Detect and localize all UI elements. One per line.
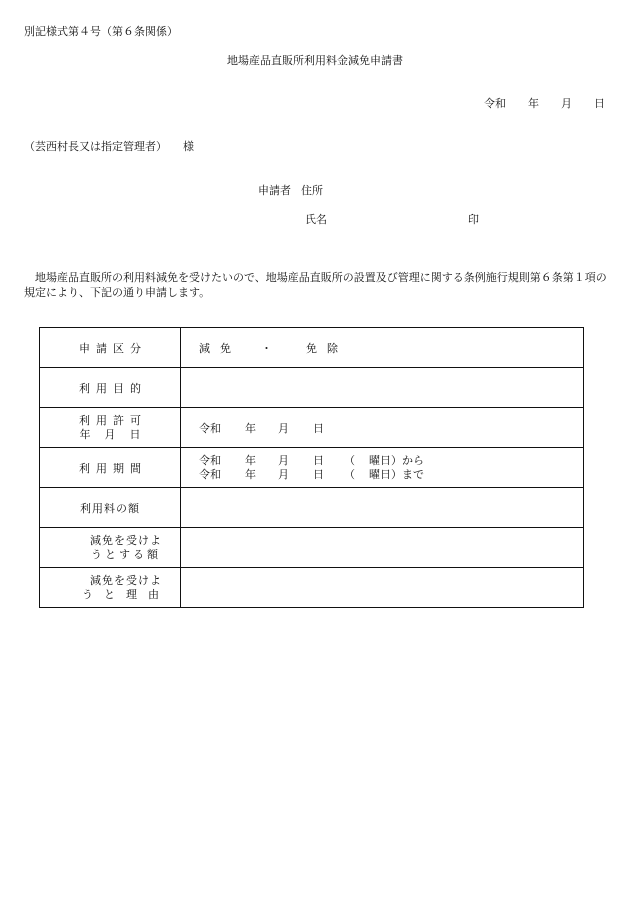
table-row-period [40,448,584,488]
permit-day: 日 [313,421,324,435]
date-day: 日 [594,97,605,110]
date-line [484,97,605,111]
table-row-reduction-amount [40,528,584,568]
fee-amount-label: 利用料の額 [40,488,181,528]
date-month: 月 [561,97,572,110]
period-value[interactable] [181,448,584,488]
table-row-fee-amount [40,488,584,528]
applicant-label: 申請者 [258,184,291,197]
addressee [24,140,194,154]
seal-mark: 印 [468,213,479,226]
applicant-name-label: 氏名 [305,213,327,226]
reduction-amount-label-line2: うとする額 [91,547,161,561]
addressee-name: （芸西村長又は指定管理者） [24,140,167,153]
body-text: 地場産品直販所の利用料減免を受けたいので、地場産品直販所の設置及び管理に関する条例施行規則第６条第１項の規定により、下記の通り申請します。 [24,271,607,299]
purpose-value[interactable] [181,368,584,408]
address-label: 住所 [301,184,323,197]
permit-date-label-line1: 利用許可 [79,413,147,427]
category-exemption[interactable]: 免除 [306,341,348,355]
document-title: 地場産品直販所利用料金減免申請書 [227,54,403,67]
form-number: 別記様式第４号（第６条関係） [24,25,178,38]
period-label: 利用期間 [40,448,181,488]
applicant-address [258,184,323,198]
category-value[interactable] [181,328,584,368]
reduction-amount-value[interactable] [181,528,584,568]
reduction-amount-label-line1: 減免を受けよ [90,533,162,547]
purpose-label: 利用目的 [40,368,181,408]
date-era: 令和 [484,97,506,110]
fee-amount-value[interactable] [181,488,584,528]
permit-year: 年 [245,421,256,435]
table-row-permit-date [40,408,584,448]
table-row-reduction-reason [40,568,584,608]
permit-month: 月 [278,421,289,435]
category-reduction[interactable]: 減免 [199,341,241,355]
permit-date-label [40,408,181,448]
category-separator: ・ [261,341,272,355]
permit-date-label-line2: 年月日 [79,427,155,441]
permit-era: 令和 [199,421,221,435]
addressee-honorific: 様 [183,140,194,153]
reduction-reason-value[interactable] [181,568,584,608]
request-table [39,327,584,608]
category-label: 申請区分 [40,328,181,368]
reduction-reason-label [40,568,181,608]
table-row-purpose [40,368,584,408]
reduction-amount-label [40,528,181,568]
period-end: 令和 年 月 日 （ 曜日）まで [199,467,424,481]
reduction-reason-label-line2: うと理由 [82,587,170,601]
permit-date-value[interactable] [181,408,584,448]
date-year: 年 [528,97,539,110]
period-start: 令和 年 月 日 （ 曜日）から [199,453,424,467]
reduction-reason-label-line1: 減免を受けよ [90,573,162,587]
table-row-category [40,328,584,368]
